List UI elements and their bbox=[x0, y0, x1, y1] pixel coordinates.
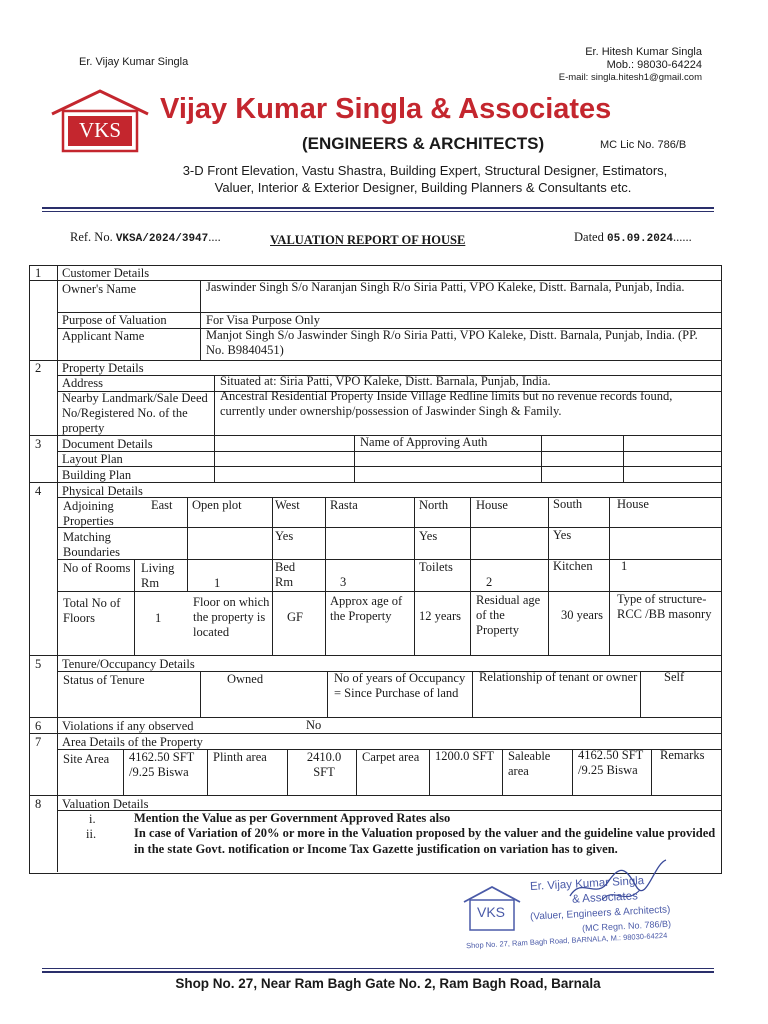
col-line bbox=[623, 435, 624, 482]
col-line bbox=[214, 435, 215, 482]
layout-plan-label: Layout Plan bbox=[62, 452, 123, 466]
header-rule bbox=[42, 207, 714, 209]
south-label: South bbox=[553, 497, 583, 511]
row-line bbox=[57, 527, 722, 528]
col-line bbox=[123, 749, 124, 795]
floor-on-label: Floor on which the property is located bbox=[193, 595, 270, 639]
col-line bbox=[200, 671, 201, 717]
matching-label: Matching Boundaries bbox=[63, 530, 120, 559]
plinth-area-value: 2410.0 SFT bbox=[306, 750, 342, 779]
item-number: ii. bbox=[86, 827, 97, 841]
east-value: Open plot bbox=[192, 498, 242, 512]
saleable-area-value: 4162.50 SFT /9.25 Biswa bbox=[578, 748, 644, 777]
left-name: Er. Vijay Kumar Singla bbox=[79, 56, 189, 68]
email: E-mail: singla.hitesh1@gmail.com bbox=[558, 72, 702, 83]
valuation-item-2: In case of Variation of 20% or more in the Valuation proposed by the valuer and the guideline value provided in the state Govt. notification or Income Tax Gazette justification on variation has to given. bbox=[134, 826, 716, 856]
section-number: 5 bbox=[35, 657, 42, 671]
landmark-label: Nearby Landmark/Sale Deed No/Registered No. of the property bbox=[62, 391, 208, 435]
owner-label: Owner's Name bbox=[62, 282, 137, 296]
floors-label: Total No of Floors bbox=[63, 596, 121, 625]
section-number: 3 bbox=[35, 437, 42, 451]
stamp-line-1: Er. Vijay Kumar Singla bbox=[529, 875, 645, 893]
col-line bbox=[429, 749, 430, 795]
col-line bbox=[272, 497, 273, 655]
firm-name: Vijay Kumar Singla & Associates bbox=[160, 93, 612, 125]
item-number: i. bbox=[89, 812, 96, 826]
kitchen-value: 1 bbox=[621, 559, 628, 573]
adjoining-label: Adjoining Properties bbox=[63, 499, 114, 528]
relationship-value: Self bbox=[664, 670, 685, 684]
occupancy-years-label: No of years of Occupancy = Since Purchase of land bbox=[334, 671, 466, 700]
west-matching: Yes bbox=[275, 529, 294, 543]
remarks-label: Remarks bbox=[660, 748, 705, 762]
stamp-line-2: & Associates bbox=[571, 890, 639, 906]
vks-logo bbox=[50, 88, 150, 154]
row-line bbox=[29, 795, 722, 796]
col-line bbox=[502, 749, 503, 795]
right-name: Er. Hitesh Kumar Singla bbox=[585, 46, 702, 58]
tenure-status-value: Owned bbox=[227, 672, 264, 686]
signature bbox=[562, 856, 672, 912]
toilets-value: 2 bbox=[486, 575, 493, 589]
section-title: Area Details of the Property bbox=[62, 735, 203, 749]
kitchen-label: Kitchen bbox=[553, 559, 593, 573]
tenure-status-label: Status of Tenure bbox=[63, 673, 145, 687]
col-line bbox=[356, 749, 357, 795]
section-title: Valuation Details bbox=[62, 797, 149, 811]
section-number: 1 bbox=[35, 266, 42, 280]
section-title: Physical Details bbox=[62, 484, 143, 498]
col-line bbox=[572, 749, 573, 795]
col-line bbox=[651, 749, 652, 795]
bed-label: Bed Rm bbox=[275, 560, 296, 589]
structure-type: Type of structure-RCC /BB masonry bbox=[617, 592, 712, 621]
section-title: Property Details bbox=[62, 361, 144, 375]
logo-text: VKS bbox=[78, 118, 121, 142]
col-line bbox=[470, 497, 471, 655]
purpose-value: For Visa Purpose Only bbox=[206, 313, 320, 327]
col-line bbox=[200, 280, 201, 360]
floor-on-value: GF bbox=[287, 610, 303, 624]
report-title: VALUATION REPORT OF HOUSE bbox=[270, 233, 466, 247]
row-line bbox=[29, 717, 722, 718]
residual-label: Residual age of the Property bbox=[476, 593, 541, 637]
section-number: 6 bbox=[35, 719, 42, 733]
rooms-label: No of Rooms bbox=[63, 561, 131, 575]
ref-dots: .... bbox=[208, 230, 221, 244]
report-date bbox=[574, 230, 692, 245]
purpose-label: Purpose of Valuation bbox=[62, 313, 167, 327]
bed-value: 3 bbox=[340, 575, 347, 589]
violations-label: Violations if any observed bbox=[62, 719, 194, 733]
col-line bbox=[541, 435, 542, 482]
applicant-label: Applicant Name bbox=[62, 329, 145, 343]
ref-label: Ref. No. bbox=[70, 230, 113, 244]
date-value: 05.09.2024 bbox=[606, 233, 673, 245]
east-label: East bbox=[151, 498, 173, 512]
mobile: Mob.: 98030-64224 bbox=[606, 59, 702, 71]
col-line bbox=[187, 497, 188, 591]
header-rule-thin bbox=[42, 211, 714, 212]
services-line-1: 3-D Front Elevation, Vastu Shastra, Building Expert, Structural Designer, Estimators, bbox=[182, 163, 668, 178]
floors-value: 1 bbox=[155, 611, 162, 625]
living-label: Living Rm bbox=[141, 561, 175, 590]
relationship-label: Relationship of tenant or owner bbox=[479, 670, 638, 684]
north-label: North bbox=[419, 498, 449, 512]
section-title: Tenure/Occupancy Details bbox=[62, 657, 195, 671]
col-line bbox=[134, 559, 135, 655]
landmark-value: Ancestral Residential Property Inside Village Redline limits but no revenue records found, currently under ownership/possession of Jaswinder Singh & Family. bbox=[220, 389, 673, 418]
stamp-line-4: (MC Regn. No. 786/B) bbox=[581, 918, 672, 934]
site-area-label: Site Area bbox=[63, 752, 110, 766]
row-line bbox=[29, 655, 722, 656]
building-plan-label: Building Plan bbox=[62, 468, 132, 482]
footer-rule bbox=[42, 971, 714, 973]
col-line bbox=[354, 435, 355, 482]
col-line bbox=[287, 749, 288, 795]
age-label: Approx age of the Property bbox=[330, 594, 403, 623]
services-line-2: Valuer, Interior & Exterior Designer, Building Planners & Consultants etc. bbox=[214, 180, 632, 195]
toilets-label: Toilets bbox=[419, 560, 453, 574]
south-matching: Yes bbox=[553, 528, 572, 542]
footer-address: Shop No. 27, Near Ram Bagh Gate No. 2, Ram Bagh Road, Barnala bbox=[175, 976, 601, 991]
living-value: 1 bbox=[214, 576, 221, 590]
col-line bbox=[640, 671, 641, 717]
address-value: Situated at: Siria Patti, VPO Kaleke, Distt. Barnala, Punjab, India. bbox=[220, 374, 551, 388]
violations-value: No bbox=[306, 718, 322, 732]
col-line bbox=[472, 671, 473, 717]
ref-value: VKSA/2024/3947 bbox=[115, 233, 209, 245]
age-value: 12 years bbox=[419, 609, 461, 623]
col-line bbox=[548, 497, 549, 655]
stamp-line-5: Shop No. 27, Ram Bagh Road, BARNALA, M.: 98030-64224 bbox=[465, 930, 668, 951]
col-line bbox=[207, 749, 208, 795]
valuation-item-1: Mention the Value as per Government Approved Rates also bbox=[134, 811, 451, 825]
ref-no bbox=[70, 230, 221, 245]
carpet-area-label: Carpet area bbox=[362, 750, 420, 764]
south-value: House bbox=[617, 497, 649, 511]
applicant-value: Manjot Singh S/o Jaswinder Singh R/o Siria Patti, VPO Kaleke, Distt. Barnala, Punjab, India. (PP. No. B9840451) bbox=[206, 328, 698, 357]
date-dots: ...... bbox=[673, 230, 692, 244]
site-area-value: 4162.50 SFT /9.25 Biswa bbox=[129, 750, 195, 779]
valuation-table bbox=[29, 265, 722, 874]
address-label: Address bbox=[62, 376, 103, 390]
row-line bbox=[29, 482, 722, 483]
section-title: Customer Details bbox=[62, 266, 150, 280]
residual-value: 30 years bbox=[561, 608, 603, 622]
section-number: 7 bbox=[35, 735, 42, 749]
mc-lic: MC Lic No. 786/B bbox=[600, 139, 687, 151]
col-line bbox=[327, 671, 328, 717]
col-line bbox=[325, 497, 326, 655]
section-number: 4 bbox=[35, 484, 42, 498]
col-line bbox=[414, 497, 415, 655]
firm-stamp bbox=[462, 870, 722, 954]
col-line bbox=[214, 375, 215, 435]
col-line bbox=[57, 265, 58, 872]
footer-rule-thin bbox=[42, 968, 714, 969]
owner-value: Jaswinder Singh S/o Naranjan Singh R/o Siria Patti, VPO Kaleke, Distt. Barnala, Punjab, India. bbox=[206, 280, 685, 294]
saleable-area-label: Saleable area bbox=[508, 749, 551, 778]
approving-label: Name of Approving Auth bbox=[360, 435, 488, 449]
section-title: Document Details bbox=[62, 437, 153, 451]
section-number: 8 bbox=[35, 797, 42, 811]
north-value: House bbox=[476, 498, 508, 512]
north-matching: Yes bbox=[419, 529, 438, 543]
carpet-area-value: 1200.0 SFT bbox=[435, 749, 495, 763]
section-number: 2 bbox=[35, 361, 42, 375]
stamp-logo-text: VKS bbox=[477, 904, 506, 920]
west-label: West bbox=[275, 498, 300, 512]
firm-subtitle: (ENGINEERS & ARCHITECTS) bbox=[302, 134, 545, 153]
stamp-line-3: (Valuer, Engineers & Architects) bbox=[529, 904, 671, 923]
plinth-area-label: Plinth area bbox=[213, 750, 267, 764]
west-value: Rasta bbox=[330, 498, 358, 512]
date-label: Dated bbox=[574, 230, 604, 244]
col-line bbox=[609, 497, 610, 655]
